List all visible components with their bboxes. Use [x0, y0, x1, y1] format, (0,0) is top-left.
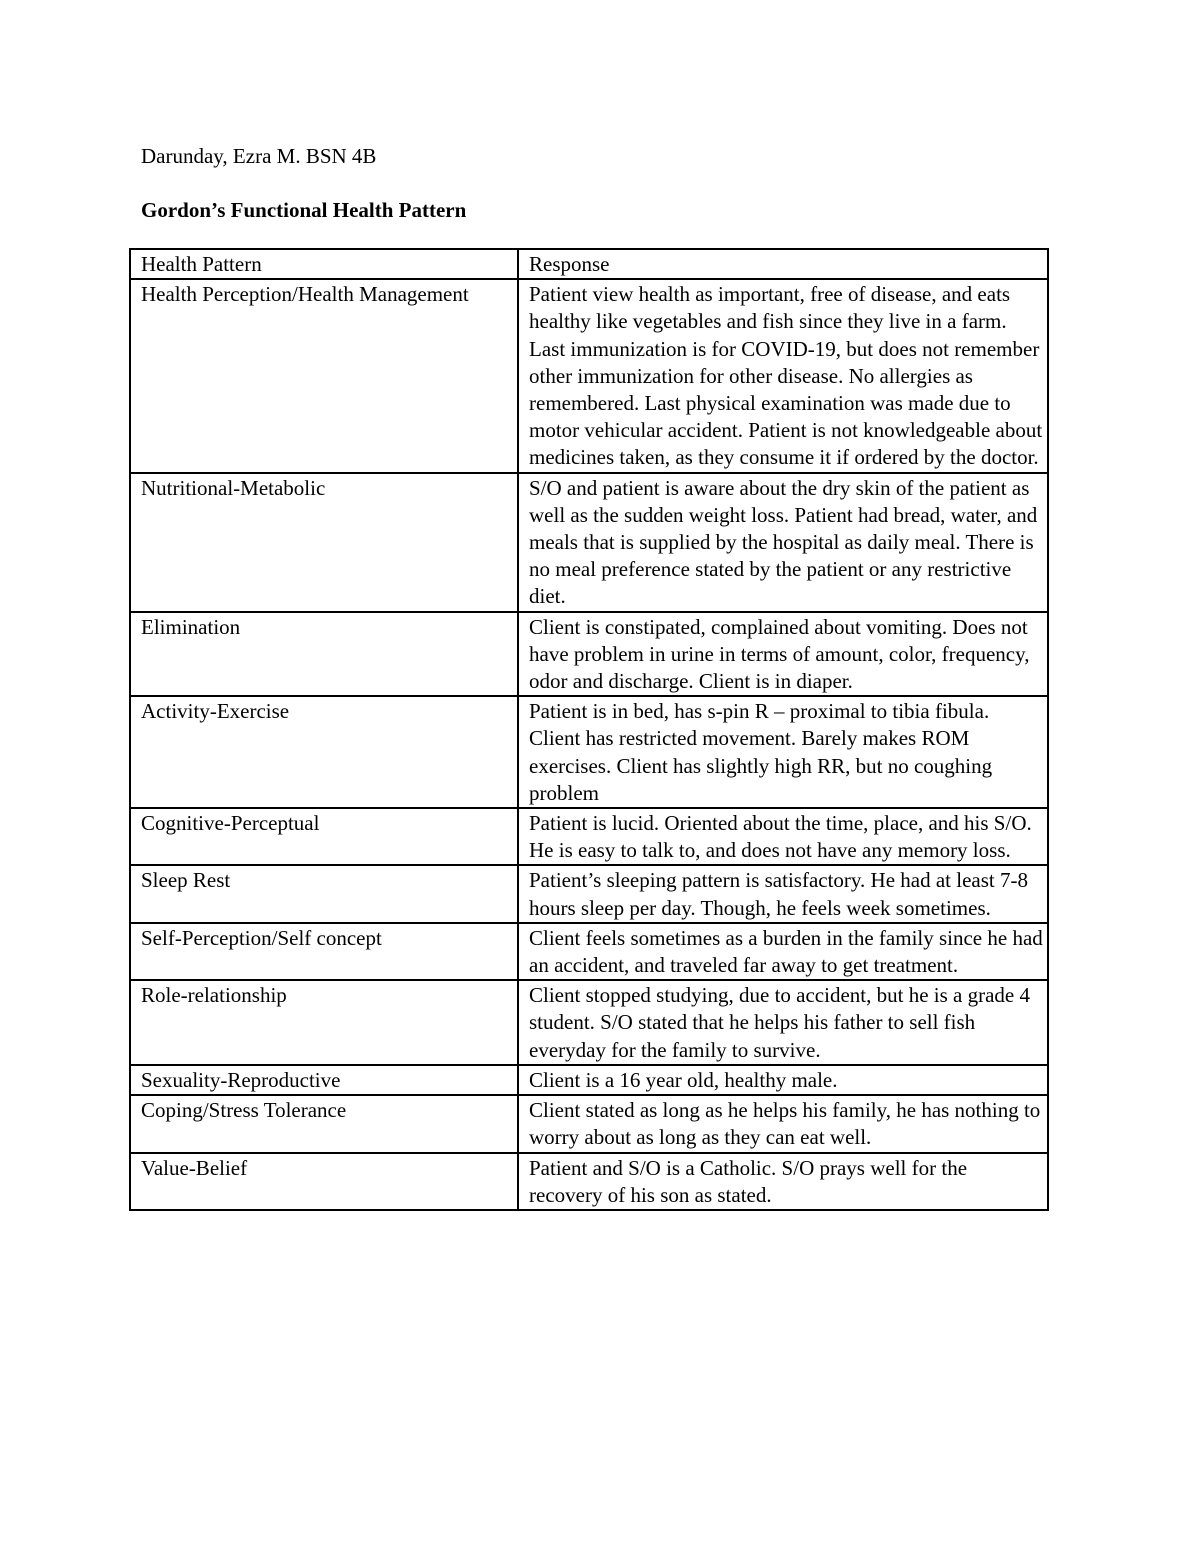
response-cell: Client feels sometimes as a burden in the family since he had an accident, and traveled far away to get treatment. [518, 923, 1048, 980]
pattern-cell: Nutritional-Metabolic [130, 473, 518, 612]
pattern-cell: Self-Perception/Self concept [130, 923, 518, 980]
pattern-cell: Health Perception/Health Management [130, 279, 518, 472]
pattern-cell: Coping/Stress Tolerance [130, 1095, 518, 1152]
table-row [130, 612, 1048, 697]
pattern-cell: Sleep Rest [130, 865, 518, 922]
table-row [130, 980, 1048, 1065]
column-header-health-pattern: Health Pattern [130, 249, 518, 279]
pattern-cell: Activity-Exercise [130, 696, 518, 808]
author-line: Darunday, Ezra M. BSN 4B [141, 144, 377, 168]
response-cell: Client stated as long as he helps his family, he has nothing to worry about as long as they can eat well. [518, 1095, 1048, 1152]
response-cell: Patient view health as important, free of disease, and eats healthy like vegetables and fish since they live in a farm. Last immunization is for COVID-19, but does not remember other immunization for other disease. No allergies as remembered. Last physical examination was made due to motor vehicular accident. Patient is not knowledgeable about medicines taken, as they consume it if ordered by the doctor. [518, 279, 1048, 472]
table-row [130, 865, 1048, 922]
pattern-cell: Cognitive-Perceptual [130, 808, 518, 865]
response-cell: Patient’s sleeping pattern is satisfactory. He had at least 7-8 hours sleep per day. Though, he feels week sometimes. [518, 865, 1048, 922]
health-pattern-table [129, 248, 1049, 1211]
table-row [130, 1153, 1048, 1210]
table-row [130, 473, 1048, 612]
document-title: Gordon’s Functional Health Pattern [141, 198, 467, 222]
table-row [130, 279, 1048, 472]
response-cell: Client is a 16 year old, healthy male. [518, 1065, 1048, 1095]
table-row [130, 696, 1048, 808]
response-cell: S/O and patient is aware about the dry skin of the patient as well as the sudden weight loss. Patient had bread, water, and meals that is supplied by the hospital as daily meal. There is no meal preference stated by the patient or any restrictive diet. [518, 473, 1048, 612]
pattern-cell: Value-Belief [130, 1153, 518, 1210]
pattern-cell: Elimination [130, 612, 518, 697]
pattern-cell: Sexuality-Reproductive [130, 1065, 518, 1095]
table-header-row [130, 249, 1048, 279]
pattern-cell: Role-relationship [130, 980, 518, 1065]
response-cell: Client is constipated, complained about vomiting. Does not have problem in urine in terms of amount, color, frequency, odor and discharge. Client is in diaper. [518, 612, 1048, 697]
response-cell: Patient is in bed, has s-pin R – proximal to tibia fibula. Client has restricted movement. Barely makes ROM exercises. Client has slightly high RR, but no coughing problem [518, 696, 1048, 808]
response-cell: Patient is lucid. Oriented about the time, place, and his S/O. He is easy to talk to, and does not have any memory loss. [518, 808, 1048, 865]
response-cell: Client stopped studying, due to accident, but he is a grade 4 student. S/O stated that he helps his father to sell fish everyday for the family to survive. [518, 980, 1048, 1065]
table-row [130, 1065, 1048, 1095]
response-cell: Patient and S/O is a Catholic. S/O prays well for the recovery of his son as stated. [518, 1153, 1048, 1210]
table-row [130, 923, 1048, 980]
table-row [130, 808, 1048, 865]
column-header-response: Response [518, 249, 1048, 279]
table-row [130, 1095, 1048, 1152]
